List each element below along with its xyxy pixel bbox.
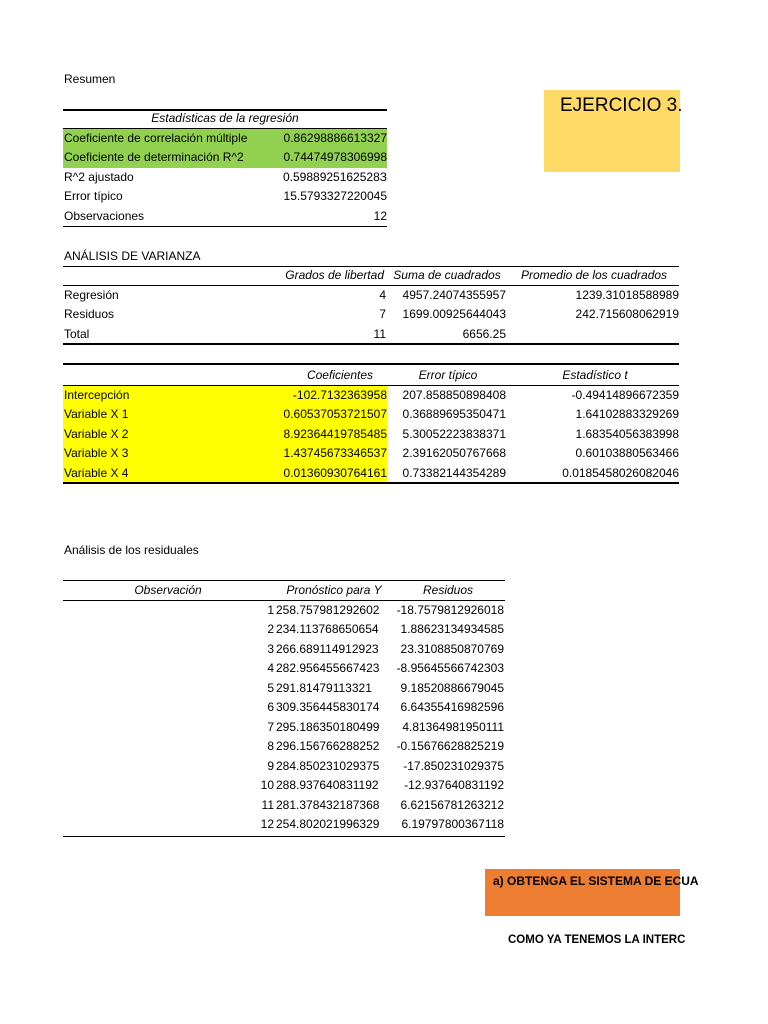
anova-df: 4 [379,287,386,302]
anova-col-df-header: Grados de libertad [285,268,384,282]
anova-col-ms-header: Promedio de los cuadrados [520,268,668,282]
residuals-obs: 11 [261,797,274,812]
coef-label: Variable X 3 [64,446,129,460]
title-box [544,90,683,172]
coef-value: -102.7132363958 [292,387,387,402]
stats-header: Estadísticas de la regresión [151,111,299,125]
coef-bottom-rule [63,482,679,484]
residuals-res: 6.19797800367118 [401,817,504,831]
stats-value: 12 [373,208,387,223]
residuals-row [0,698,768,718]
residuals-bottom-rule [63,836,505,838]
coef-t: 1.64102883329269 [575,407,679,421]
residuals-res: 1.88623134934585 [400,622,504,636]
anova-col-ss-header: Suma de cuadrados [393,268,501,282]
task-box [485,869,699,916]
coef-t: -0.49414896672359 [571,387,679,402]
residuals-row [0,737,768,757]
stats-label: R^2 ajustado [64,169,134,184]
anova-df: 11 [373,326,386,341]
stats-label: Coeficiente de determinación R^2 [64,150,244,164]
title-text: EJERCICIO 3. [560,95,683,116]
residuals-res: -17.850231029375 [403,758,504,773]
anova-heading: ANÁLISIS DE VARIANZA [64,249,201,263]
coef-t: 1.68354056383998 [575,426,679,441]
residuals-row [0,601,768,621]
anova-label: Total [64,326,90,341]
residuals-row [0,659,768,679]
residuals-row [0,640,768,660]
residuals-pred: 295.186350180499 [276,719,380,734]
residuals-row [0,620,768,640]
residuals-obs: 7 [267,719,274,734]
stats-label: Observaciones [64,208,145,223]
stats-row [0,187,768,207]
residuals-pred: 284.850231029375 [276,758,380,773]
anova-row [0,286,768,306]
coef-row [0,425,768,445]
stats-label: Coeficiente de correlación múltiple [64,130,248,145]
residuals-pred: 258.757981292602 [276,602,380,617]
residuals-col-obs-header: Observación [134,583,202,597]
coef-se: 0.36889695350471 [402,407,506,421]
residuals-obs: 3 [267,641,274,656]
coef-col-t-header: Estadístico t [562,368,628,382]
residuals-pred: 281.378432187368 [276,797,380,812]
footer-note: COMO YA TENEMOS LA INTERC [508,934,686,946]
residuals-row [0,757,768,777]
anova-ss: 6656.25 [462,326,506,341]
stats-label: Error típico [64,189,123,203]
residuals-obs: 9 [267,758,274,773]
coef-se: 0.73382144354289 [402,465,506,480]
coef-t: 0.60103880563466 [575,446,679,460]
residuals-res: -12.937640831192 [404,778,504,792]
residuals-col-res-header: Residuos [422,583,474,597]
residuals-obs: 12 [260,817,274,831]
task-text: a) OBTENGA EL SISTEMA DE ECUA [493,874,699,888]
anova-ms [510,325,679,345]
anova-ss: 4957.24074355957 [402,287,506,302]
residuals-col-pred-header: Pronóstico para Y [286,583,382,597]
residuals-row [0,796,768,816]
anova-bottom-rule [63,343,679,345]
coef-col-se-header: Error típico [418,368,478,382]
residuals-row [0,815,768,835]
residuals-obs: 6 [267,700,274,714]
residuals-obs: 1 [267,602,274,617]
residuals-obs: 8 [267,739,274,753]
coef-row [0,444,768,464]
coef-value: 8.92364419785485 [283,426,387,441]
residuals-res: -8.95645566742303 [396,661,504,675]
anova-label: Residuos [64,307,115,321]
stats-value: 0.5988925162528З [282,169,387,184]
stats-bottom-rule [63,226,387,228]
residuals-pred: 288.937640831192 [276,778,379,792]
residuals-row [0,776,768,796]
anova-ms: 1239.31018588989 [575,287,679,302]
coef-value: 1.43745673346537 [283,446,387,460]
residuals-obs: 10 [260,778,274,792]
stats-value: 15.5793327220045 [283,189,387,203]
coef-value: 0.60537053721507 [283,407,387,421]
coef-value: 0.01360930764161 [283,465,387,480]
coef-t: 0.0185458026082046 [562,465,679,480]
residuals-obs: 4 [267,661,274,675]
residuals-pred: 234.113768650654 [276,622,379,636]
coef-col-coef-header: Coeficientes [306,368,374,382]
stats-value: 0.86298886613327 [283,130,387,145]
stats-row [0,207,768,227]
coef-label: Variable X 2 [64,426,129,441]
coef-row [0,386,768,406]
stats-value: 0.74474978306998 [283,150,387,164]
residuals-res: 9.18520886679045 [400,680,504,695]
coef-se: 207.858850898408 [402,387,506,402]
residuals-row [0,718,768,738]
summary-heading: Resumen [64,72,116,86]
anova-row [0,325,768,345]
anova-row [0,305,768,325]
coef-label: Variable X 4 [64,465,129,480]
residuals-pred: 282.956455667423 [276,661,380,675]
anova-label: Regresión [64,287,119,302]
anova-df: 7 [379,307,386,321]
anova-ms: 242.715608062919 [575,307,679,321]
residuals-pred: 254.802021996329 [276,817,380,831]
residuals-pred: 291.81479113321 [276,680,372,695]
residuals-res: 4.81364981950111 [402,719,504,734]
coef-se: 2.39162050767668 [402,446,506,460]
residuals-res: 6.62156781263212 [400,797,504,812]
residuals-row [0,679,768,699]
residuals-pred: 296.156766288252 [276,739,380,753]
coef-se: 5.30052223838371 [402,426,506,441]
anova-ss: 1699.00925644043 [402,307,506,321]
coef-row [0,464,768,484]
residuals-res: -18.7579812926018 [396,602,504,617]
residuals-res: 23.3108850870769 [400,641,504,656]
coef-label: Intercepción [64,387,130,402]
residuals-res: -0.15676628825219 [396,739,504,753]
residuals-obs: 2 [267,622,274,636]
coef-label: Variable X 1 [64,407,129,421]
residuals-res: 6.64355416982596 [400,700,504,714]
coef-top-rule [63,363,679,365]
residuals-pred: 309.356445830174 [276,700,380,714]
residuals-pred: 266.689114912923 [276,641,379,656]
residuals-heading: Análisis de los residuales [64,543,199,557]
coef-row [0,405,768,425]
residuals-obs: 5 [267,680,274,695]
